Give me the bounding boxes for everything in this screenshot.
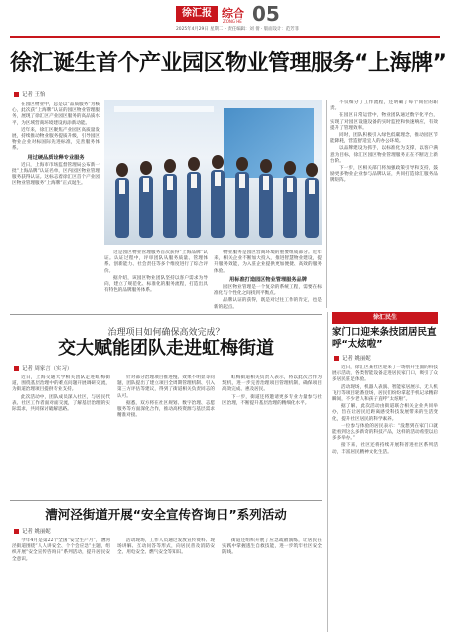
section-name-en: ZONG HE <box>223 19 242 24</box>
paragraph: 一位参与体验的居民表示：“没想到在家门口就能看到这么多新奇的科技产品，这样的活动希望以后多多举办。” <box>332 423 438 442</box>
lead-col3 <box>214 250 322 310</box>
subhead: 用过硬品质诠释专业服务 <box>27 154 85 161</box>
masthead-rule <box>10 36 440 38</box>
paragraph: 针对部分治理项目推进慢、效果不明显等问题，团队提出了建立项目全周期管理机制、引入第三方评估等建议，得到了街道相关负责同志的认可。 <box>117 375 215 399</box>
photo-people <box>104 100 322 245</box>
byline-marker-icon <box>14 366 19 371</box>
paragraph: 在园区日常运营中，物业团队通过数字化平台，实现了对园区设施设备的实时监控和快速响应，有效提升了管理效率。 <box>330 113 438 131</box>
mid-kicker: 治理项目如何确保高效完成？ <box>107 328 225 338</box>
paragraph: 这是园区物业管理服务首次获得“上海品牌”认证。认证过程中，评审团队从服务质量、管理体系、创新能力、社会责任等多个维度进行了综合评价。 <box>104 250 208 274</box>
lead-headline: 徐汇诞生首个产业园区物业管理服务“上海牌” <box>10 51 447 76</box>
paragraph: 近日，上海交通大学相关团队走进虹梅街道，围绕基层治理中的难点问题开展调研交流，为街道治理项目提供专业支持。 <box>12 375 110 393</box>
lead-right-col <box>330 100 438 310</box>
byline-marker-icon <box>14 529 19 534</box>
byline-marker-icon <box>334 356 339 361</box>
lead-col2 <box>104 250 208 310</box>
masthead-logo: 徐汇报 <box>176 6 218 22</box>
bottom-col2 <box>117 538 215 634</box>
paragraph: 活动现场，机器人表演、智能家居展示、无人机飞行等项目轮番登场，居民们纷纷拿起手机记录精彩瞬间，不少老人和孩子直呼“太炫啦”。 <box>332 384 438 403</box>
paragraph: 园区物业管理是一个复杂的系统工程，需要在标准化与个性化之间找到平衡点。 <box>214 285 322 297</box>
lead-col1 <box>12 102 100 310</box>
paragraph: 街道还组织开展了应急疏散演练，让居民在实践中掌握逃生自救技能，进一步筑牢社区安全防线。 <box>222 538 322 556</box>
paragraph: 以品牌建设为抓手，以标准化为支撑，以客户满意为目标，徐汇区园区物业管理服务正在不断迈上新台阶。 <box>330 146 438 164</box>
column-rule <box>327 312 328 632</box>
paragraph: 下一步，区相关部门将加强政策引导和支持，鼓励更多物业企业参与品牌认证，共同打造徐汇服务品牌矩阵。 <box>330 166 438 184</box>
lead-byline <box>14 90 45 98</box>
paragraph: 虹梅街道相关负责人表示，将以此次合作为契机，进一步完善治理项目管理机制，确保项目高效完成、惠及居民。 <box>222 375 322 393</box>
mid-col3 <box>222 375 322 495</box>
mid-headline: 交大赋能团队走进虹梅街道 <box>58 338 274 359</box>
paragraph: 据介绍，该园区物业团队坚持以客户需求为导向，建立了规范化、标准化的服务流程，打造出具有特色的品牌服务体系。 <box>104 275 208 294</box>
section-flag: 徐汇民生 <box>332 312 438 324</box>
paragraph: 在园区物业中，总是以“品质服务”为核心，此次获“上海牌”认证的园区物业管理服务，展现了徐汇区产业园区服务的高品质水平，为区域营商环境建设再添新动能。 <box>12 102 100 126</box>
paragraph: 活动现场，工作人员通过发放宣传资料、现场讲解、互动问答等形式，向居民普及消防安全、用电安全、燃气安全等知识。 <box>117 538 215 556</box>
section-name: 综合 <box>222 7 244 20</box>
column-rule <box>326 100 327 308</box>
byline-text: 记者 王怡 <box>22 92 46 98</box>
sidebar-story-body <box>332 365 438 633</box>
masthead <box>0 0 450 44</box>
date-line: 2025年4月29日 星期二 · 责任编辑：刘 倩 · 版面设计：范芳菲 <box>176 27 299 32</box>
paragraph: 近日，徐汇区某社区迎来了一场别开生面的科技展示活动，各类智能设备走进居民家门口，吸引了众多居民驻足体验。 <box>332 365 438 383</box>
paragraph: 近年来，徐汇区聚焦产业园区高质量发展，持续推动物业服务提质升级，引导园区物业企业对标国际先进标准，完善服务体系。 <box>12 127 100 152</box>
byline-text: 记者 姚丽妮 <box>342 356 371 362</box>
paragraph: 据了解，此次活动由街道联合相关企业共同举办，旨在让居民近距离感受科技发展带来的生活变化，提升社区居民的科学素养。 <box>332 404 438 422</box>
byline-marker-icon <box>14 92 19 97</box>
bottom-col3 <box>222 538 322 634</box>
byline-text: 记者 姚丽妮 <box>22 529 51 535</box>
mid-col2 <box>117 375 215 495</box>
bottom-headline: 漕河泾街道开展“安全宣传咨询日”系列活动 <box>45 507 287 522</box>
paragraph: 据悉，双方将在社区规划、数字治理、志愿服务等方面深化合作，推动高校资源与基层需求精准对接。 <box>117 400 215 419</box>
subhead: 用标准打造园区物业管理服务品牌 <box>229 276 307 283</box>
page-number: 05 <box>252 2 280 26</box>
mid-byline <box>14 364 72 372</box>
section-rule <box>10 500 322 501</box>
paragraph: 同时，团队积极引入绿色低碳理念，推动园区节能降耗，营造舒适宜人的办公环境。 <box>330 133 438 145</box>
paragraph: 下一步，街道还将邀请更多专业力量参与社区治理，不断提升基层治理的精细化水平。 <box>222 394 322 406</box>
sidebar-story-headline: 家门口迎来条技团居民直呼“太炫啦” <box>332 327 437 350</box>
bottom-byline <box>14 527 51 535</box>
sidebar-story-byline <box>334 354 371 362</box>
paragraph: 品牌认证的获得，既是对过往工作的肯定，也是新的起点。 <box>214 298 322 310</box>
paragraph: 今年4月是第22个全国“安全生产月”，漕河泾街道围绕“人人讲安全、个个会应急”主题，组织开展“安全宣传咨询日”系列活动，提升居民安全意识。 <box>12 538 110 562</box>
bottom-col1 <box>12 538 110 634</box>
lead-photo <box>104 100 322 245</box>
paragraph: 物业服务是园区营商环境的重要组成部分。近年来，相关企业不断加大投入，推进智慧物业建设，提升服务效能，为入驻企业提供更加便捷、高效的服务体验。 <box>214 250 322 274</box>
paragraph: 接下来，社区还将持续开展科普进社区系列活动，丰富居民精神文化生活。 <box>332 443 438 455</box>
section-rule <box>10 314 322 315</box>
paragraph: 此次活动中，团队成员深入社区，与居民代表、社区工作者面对面交流，了解基层治理的实际需求，共同探讨破解思路。 <box>12 394 110 413</box>
paragraph: 近日，上海市市场监督管理局公布新一批“上海品牌”认证名单，区内园区物业管理服务获得认证。这标志着徐汇区首个产业园区物业管理服务“上海牌”正式诞生。 <box>12 162 100 187</box>
paragraph: 不仅细分了工作流程，还明确了每个岗位的职责。 <box>330 100 438 112</box>
byline-text: 记者 周家言（实习） <box>22 366 73 372</box>
mid-col1 <box>12 375 110 495</box>
